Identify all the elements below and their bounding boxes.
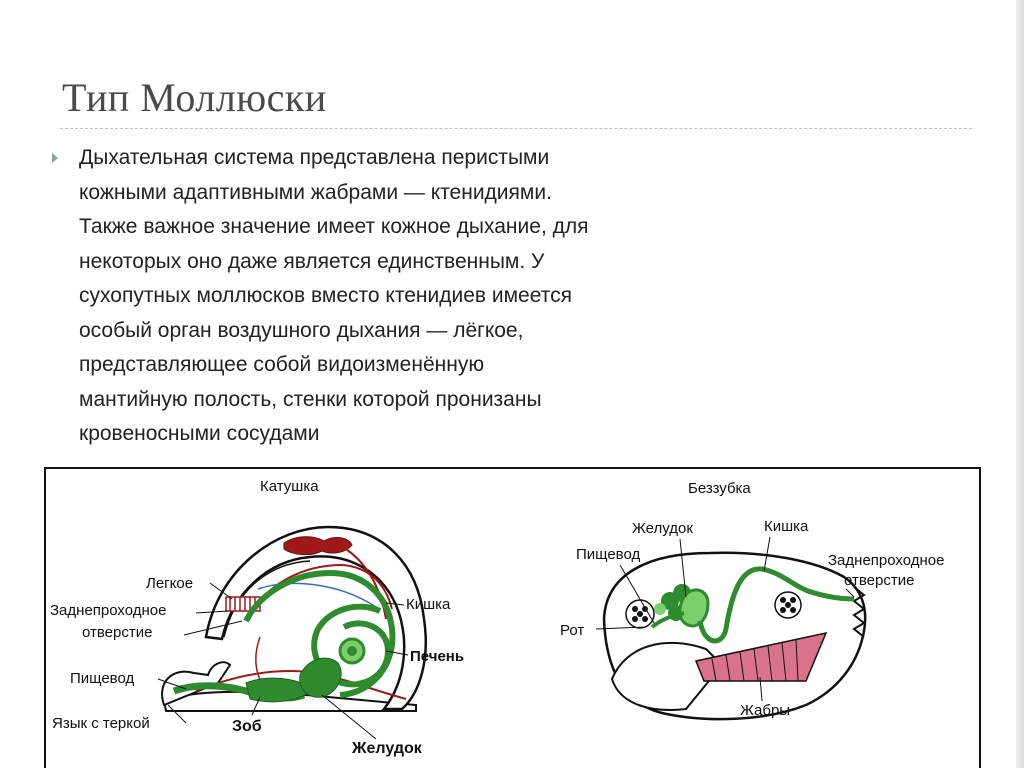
mussel-title: Беззубка <box>688 480 751 497</box>
slide-right-edge <box>1016 0 1024 768</box>
paragraph-line: Дыхательная система представлена перистыми <box>79 146 550 169</box>
mussel-label-anus-2: отверстие <box>844 572 915 589</box>
paragraph-line: некоторых оно даже является единственным. У <box>79 249 545 273</box>
snail-title: Катушка <box>260 478 319 495</box>
snail-label-stomach: Желудок <box>352 740 422 757</box>
snail-label-tongue: Язык с теркой <box>52 715 150 732</box>
snail-label-liver: Печень <box>410 648 465 665</box>
paragraph-line: кровеносными сосудами <box>79 422 320 445</box>
mussel-label-esophagus: Пищевод <box>576 546 641 563</box>
title-divider <box>60 128 972 129</box>
paragraph-line: Также важное значение имеет кожное дыхание, для <box>79 215 589 238</box>
mussel-figure <box>604 553 865 719</box>
paragraph-line: сухопутных моллюсков вместо ктенидиев имеется <box>79 284 572 307</box>
snail-figure <box>162 527 426 711</box>
anatomy-diagram <box>44 467 981 768</box>
mussel-label-gills: Жабры <box>740 702 791 719</box>
paragraph-line: особый орган воздушного дыхания — лёгкое, <box>79 318 524 342</box>
snail-heart <box>284 537 352 555</box>
mussel-stomach <box>680 590 708 626</box>
mussel-front-adductor <box>626 600 654 628</box>
snail-label-anus-1: Заднепроходное <box>50 602 167 619</box>
snail-label-esophagus: Пищевод <box>70 670 135 687</box>
snail-label-intestine: Кишка <box>406 596 451 613</box>
mussel-label-anus-1: Заднепроходное <box>828 552 945 569</box>
mussel-label-mouth: Рот <box>560 622 585 639</box>
mussel-rear-adductor <box>775 592 801 618</box>
snail-label-lung: Легкое <box>146 575 194 592</box>
paragraph-line: кожными адаптивными жабрами — ктенидиями. <box>79 180 552 204</box>
slide-title: Тип Моллюски <box>62 75 327 120</box>
snail-stomach <box>300 658 341 697</box>
anatomy-svg <box>46 469 981 768</box>
bullet-arrow-icon <box>52 153 58 163</box>
mussel-label-intestine: Кишка <box>764 518 809 535</box>
mussel-label-stomach: Желудок <box>632 520 693 537</box>
snail-label-anus-2: отверстие <box>82 624 153 641</box>
paragraph-line: мантийную полость, стенки которой пронизаны <box>79 387 542 411</box>
snail-label-crop: Зоб <box>232 718 262 735</box>
paragraph-line: представляющее собой видоизменённую <box>79 353 485 376</box>
body-paragraph <box>79 141 739 452</box>
